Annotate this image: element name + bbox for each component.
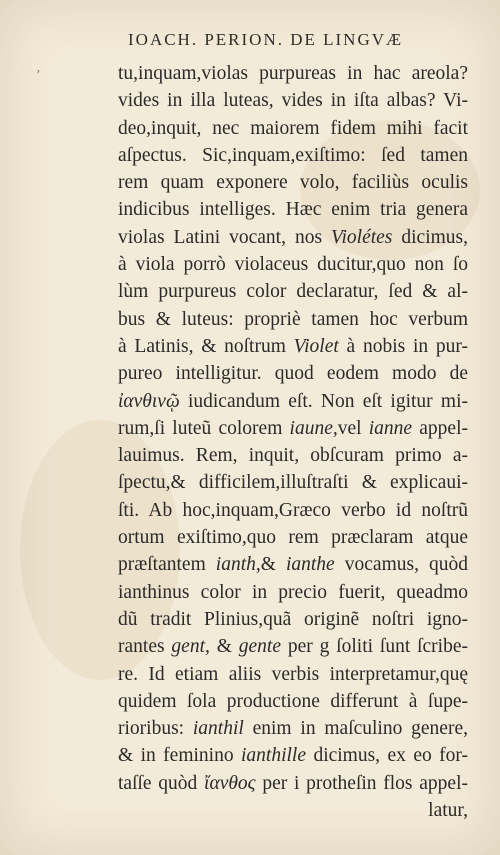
body-text — [118, 60, 468, 824]
text-line — [118, 333, 468, 360]
text-line — [118, 87, 468, 114]
text-run: pureo intelligitur. quod eodem modo de — [118, 363, 468, 385]
text-line — [118, 196, 468, 223]
text-run: rem quam exponere volo, faciliùs oculis — [118, 172, 468, 194]
text-run: per g ſoliti ſunt ſcribe- — [281, 636, 468, 658]
text-line — [118, 60, 468, 87]
text-run: & — [260, 554, 286, 576]
text-run: ortum exiſtimo,quo rem præclaram atque — [118, 527, 468, 549]
text-run: præſtantem — [118, 554, 216, 576]
italic-word: ianne — [368, 417, 413, 439]
text-run: rum,ſi luteũ colorem — [118, 417, 290, 439]
text-run: & — [209, 636, 239, 658]
text-run: à Latinis, & noſtrum — [118, 335, 294, 357]
text-line — [118, 442, 468, 469]
text-line — [118, 661, 468, 688]
text-run: deo,inquit, nec maiorem fidem mihi facit — [118, 117, 468, 139]
text-run: rantes — [118, 636, 172, 658]
italic-word: ianthil — [192, 718, 244, 740]
italic-word: Violet — [293, 335, 339, 357]
text-run: rioribus: — [118, 718, 193, 740]
text-run: latur, — [428, 800, 468, 822]
text-run: vides in illa luteas, vides in iſta albas? Vi- — [118, 90, 468, 112]
text-run: lùm purpureus color declaratur, ſed & al- — [118, 281, 468, 303]
text-run: enim in maſculino genere, — [243, 718, 468, 740]
text-run: ſpectu,& difficilem,illuſtraſti & explicaui- — [118, 472, 468, 494]
text-line — [118, 360, 468, 387]
running-head: IOACH. PERION. DE LINGVÆ — [128, 30, 404, 49]
greek-word: ἴανθος — [204, 772, 256, 794]
italic-word: gente — [238, 636, 281, 658]
text-run: iudicandum eſt. Non eſt igitur mi- — [179, 390, 468, 412]
text-run: & in feminino — [118, 745, 242, 767]
text-run: taſſe quòd — [118, 772, 205, 794]
text-run: vocamus, quòd — [334, 554, 468, 576]
text-run: ſti. Ab hoc,inquam,Græco verbo id noſtrũ — [118, 499, 468, 521]
text-line — [118, 142, 468, 169]
italic-word: Violétes — [331, 226, 393, 248]
text-line — [118, 606, 468, 633]
text-run: indicibus intelliges. Hæc enim tria genera — [118, 199, 468, 221]
greek-word: ἰανθινῷ — [118, 390, 180, 412]
italic-word: ianthe — [285, 554, 335, 576]
text-run: à nobis in pur- — [338, 335, 468, 357]
text-run: lauimus. Rem, inquit, obſcuram primo a- — [118, 445, 468, 467]
text-line — [118, 579, 468, 606]
text-run: dicimus, ex eo for- — [306, 745, 468, 767]
text-line — [118, 797, 468, 824]
text-line — [118, 415, 468, 442]
text-line — [118, 169, 468, 196]
text-run: re. Id etiam aliis verbis interpretamur,quę — [118, 663, 468, 685]
text-line — [118, 469, 468, 496]
text-line — [118, 278, 468, 305]
text-run: aſpectus. Sic,inquam,exiſtimo: ſed tamen — [118, 144, 468, 166]
text-line — [118, 251, 468, 278]
text-line — [118, 551, 468, 578]
text-line — [118, 524, 468, 551]
text-run: per i protheſin flos appel- — [255, 772, 468, 794]
text-run: ianthinus color in precio fuerit, queadmo — [118, 581, 468, 603]
text-line — [118, 688, 468, 715]
text-run: vel — [337, 417, 369, 439]
text-line — [118, 497, 468, 524]
italic-word: iaune, — [289, 417, 338, 439]
text-run: dicimus, — [392, 226, 468, 248]
text-line — [118, 770, 468, 797]
text-run: appel- — [412, 417, 468, 439]
text-run: à viola porrò violaceus ducitur,quo non ſo — [118, 254, 468, 276]
text-run: tu,inquam,violas purpureas in hac areola? — [118, 63, 468, 84]
italic-word: ianthille — [241, 745, 307, 767]
text-line — [118, 224, 468, 251]
text-line — [118, 715, 468, 742]
text-line — [118, 633, 468, 660]
text-run: dũ tradit Plinius,quã originẽ noſtri igno- — [118, 608, 468, 630]
italic-word: ianth, — [215, 554, 261, 576]
text-run: violas Latini vocant, nos — [118, 226, 332, 248]
text-run: bus & luteus: propriè tamen hoc verbum — [118, 308, 468, 330]
text-run: quidem ſola productione differunt à ſupe- — [118, 690, 468, 712]
text-line — [118, 388, 468, 415]
text-line — [118, 115, 468, 142]
italic-word: gent, — [171, 636, 210, 658]
margin-mark: ’ — [36, 68, 41, 83]
text-line — [118, 306, 468, 333]
text-line — [118, 742, 468, 769]
